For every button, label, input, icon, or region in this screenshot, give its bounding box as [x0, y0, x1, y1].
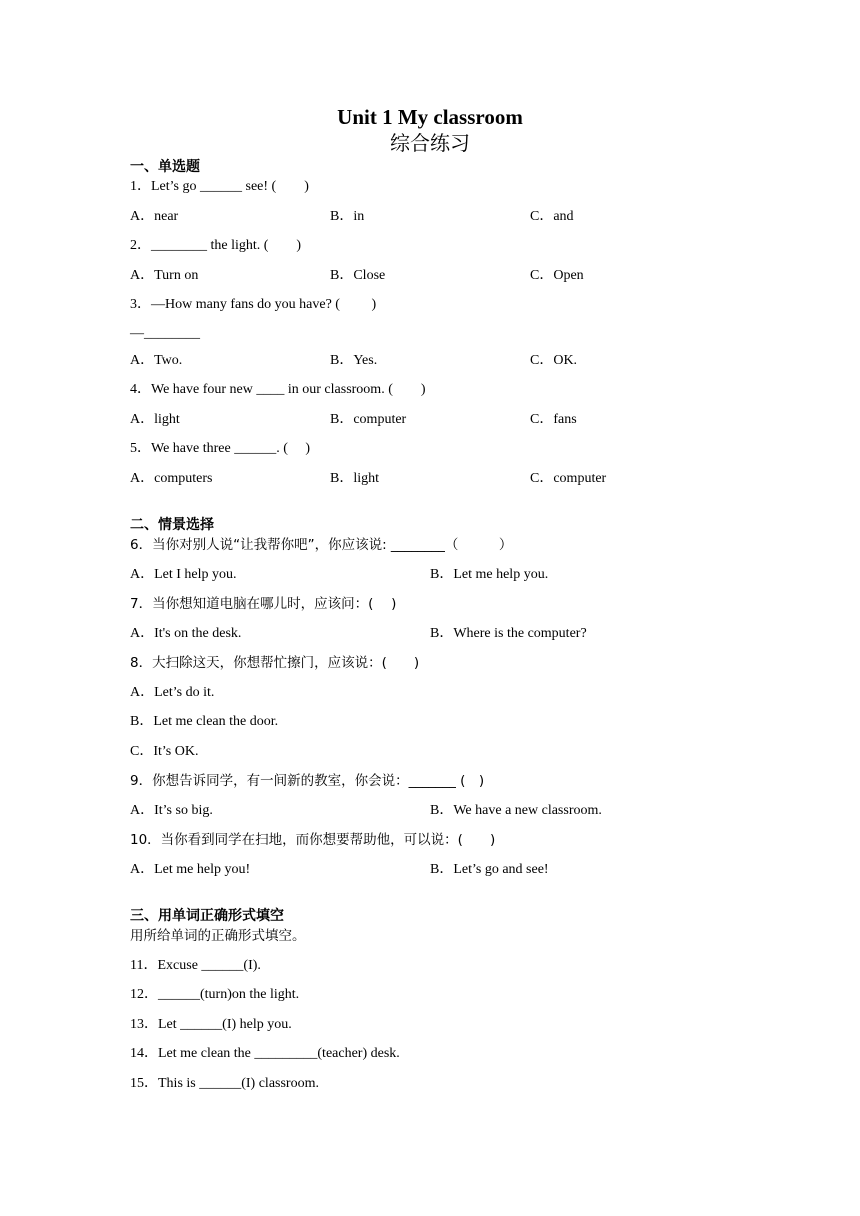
question-8-stem: 8．大扫除这天，你想帮忙擦门，应该说：( )	[130, 655, 420, 671]
question-6-option-b: B．Let me help you.	[430, 567, 549, 582]
question-7-option-b: B．Where is the computer?	[430, 626, 587, 641]
section-heading-single-choice: 一、单选题	[130, 159, 200, 175]
question-4-option-c: C．fans	[530, 412, 577, 427]
page-title: Unit 1 My classroom	[337, 105, 523, 129]
section-instruction: 用所给单词的正确形式填空。	[130, 928, 306, 944]
question-2-stem: 2．________ the light. ( )	[130, 238, 302, 253]
question-8-option-a: A．Let’s do it.	[130, 685, 215, 700]
question-3-option-a: A．Two.	[130, 353, 183, 368]
question-11: 11．Excuse ______(I).	[130, 958, 261, 973]
question-2-option-a: A．Turn on	[130, 268, 199, 283]
question-8-option-c: C．It’s OK.	[130, 744, 199, 759]
question-5-option-a: A．computers	[130, 471, 213, 486]
question-6-option-a: A．Let I help you.	[130, 567, 237, 582]
page-subtitle: 综合练习	[390, 131, 470, 155]
question-10-option-b: B．Let’s go and see!	[430, 862, 549, 877]
question-1-option-b: B．in	[330, 209, 365, 224]
question-1-option-c: C．and	[530, 209, 574, 224]
question-14: 14．Let me clean the _________(teacher) desk.	[130, 1046, 400, 1061]
question-10-option-a: A．Let me help you!	[130, 862, 251, 877]
question-3-answer-line: —________	[130, 326, 200, 341]
question-1-option-a: A．near	[130, 209, 179, 224]
section-heading-situational-choice: 二、情景选择	[130, 517, 214, 533]
question-4-option-a: A．light	[130, 412, 180, 427]
question-2-option-b: B．Close	[330, 268, 386, 283]
question-15: 15．This is ______(I) classroom.	[130, 1076, 319, 1091]
question-9-option-b: B．We have a new classroom.	[430, 803, 602, 818]
question-5-stem: 5．We have three ______. ( )	[130, 441, 311, 456]
question-9-option-a: A．It’s so big.	[130, 803, 213, 818]
question-2-option-c: C．Open	[530, 268, 584, 283]
question-3-stem: 3．—How many fans do you have? ( )	[130, 297, 377, 312]
question-4-stem: 4．We have four new ____ in our classroom. ( )	[130, 382, 426, 397]
question-8-option-b: B．Let me clean the door.	[130, 714, 279, 729]
question-10-stem: 10．当你看到同学在扫地，而你想要帮助他，可以说：( )	[130, 832, 496, 848]
section-heading-word-form: 三、用单词正确形式填空	[130, 908, 284, 924]
question-5-option-b: B．light	[330, 471, 380, 486]
question-3-option-b: B．Yes.	[330, 353, 378, 368]
question-5-option-c: C．computer	[530, 471, 607, 486]
question-4-option-b: B．computer	[330, 412, 407, 427]
question-12: 12．______(turn)on the light.	[130, 987, 300, 1002]
question-3-option-c: C．OK.	[530, 353, 578, 368]
question-7-option-a: A．It's on the desk.	[130, 626, 242, 641]
question-6-stem: 6．当你对别人说“让我帮你吧”，你应该说: ________（ ）	[130, 537, 513, 553]
question-13: 13．Let ______(I) help you.	[130, 1017, 292, 1032]
question-1-stem: 1．Let’s go ______ see! ( )	[130, 179, 309, 194]
question-7-stem: 7．当你想知道电脑在哪儿时，应该问：( )	[130, 596, 397, 612]
question-9-stem: 9．你想告诉同学，有一间新的教室，你会说：_______ ( )	[130, 773, 485, 789]
